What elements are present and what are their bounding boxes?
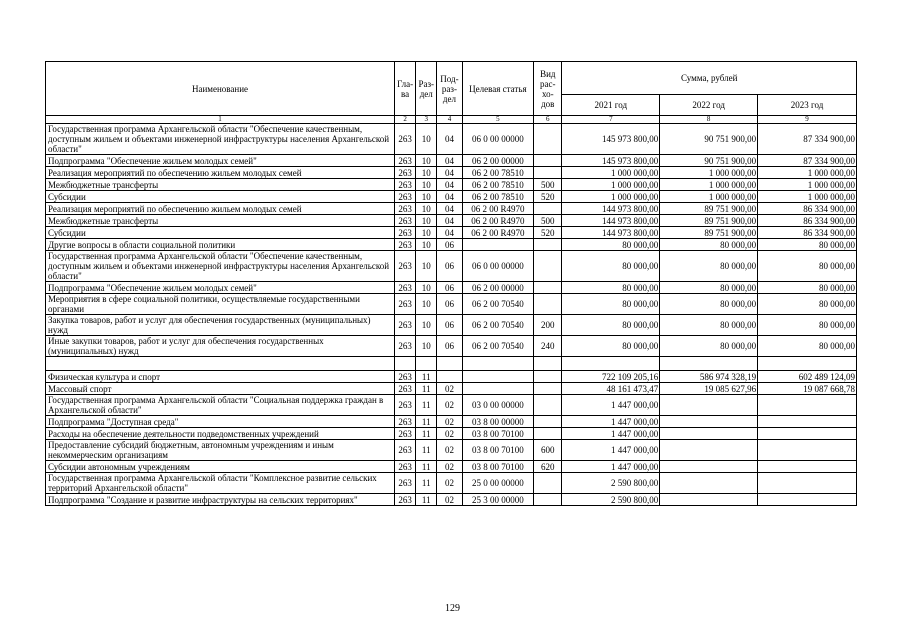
cell-sum-2023: 602 489 124,09 xyxy=(758,371,857,383)
cell-sum-2021: 1 447 000,00 xyxy=(562,395,660,416)
cell-glava: 263 xyxy=(395,473,416,494)
cell-sum-2023: 87 334 900,00 xyxy=(758,155,857,167)
cell-sum-2022 xyxy=(660,416,758,428)
colnum: 5 xyxy=(462,116,534,124)
cell-razdel: 11 xyxy=(416,428,437,440)
cell-sum-2022 xyxy=(660,494,758,506)
table-row xyxy=(46,155,857,167)
cell-sum-2022: 89 751 900,00 xyxy=(660,227,758,239)
table-row xyxy=(46,336,857,357)
cell-sum-2021: 1 447 000,00 xyxy=(562,416,660,428)
cell-podrazdel xyxy=(437,371,462,383)
cell-vid: 240 xyxy=(534,336,562,357)
cell-podrazdel: 06 xyxy=(437,251,462,282)
cell-podrazdel: 04 xyxy=(437,203,462,215)
cell-razdel: 10 xyxy=(416,124,437,155)
cell-sum-2021: 144 973 800,00 xyxy=(562,227,660,239)
cell-name: Субсидии автономным учреждениям xyxy=(46,461,395,473)
colnum: 2 xyxy=(395,116,416,124)
table-body xyxy=(46,124,857,506)
cell-sum-2021: 80 000,00 xyxy=(562,239,660,251)
header-sum: Сумма, рублей xyxy=(562,62,857,95)
table-row xyxy=(46,416,857,428)
cell-name: Подпрограмма "Обеспечение жильем молодых семей" xyxy=(46,282,395,294)
cell-podrazdel: 06 xyxy=(437,336,462,357)
cell-sum-2023 xyxy=(758,395,857,416)
cell-sum-2022: 1 000 000,00 xyxy=(660,191,758,203)
header-razdel: Раз-дел xyxy=(416,62,437,116)
cell-sum-2022: 90 751 900,00 xyxy=(660,155,758,167)
cell-target: 03 0 00 00000 xyxy=(462,395,534,416)
cell-podrazdel: 02 xyxy=(437,416,462,428)
cell-sum-2021: 1 447 000,00 xyxy=(562,461,660,473)
cell-sum-2021 xyxy=(562,357,660,371)
cell-razdel: 10 xyxy=(416,191,437,203)
cell-name: Государственная программа Архангельской области "Социальная поддержка граждан в Архангельской области" xyxy=(46,395,395,416)
colnum: 4 xyxy=(437,116,462,124)
cell-target: 06 2 00 R4970 xyxy=(462,215,534,227)
cell-sum-2021: 2 590 800,00 xyxy=(562,494,660,506)
cell-vid xyxy=(534,395,562,416)
cell-razdel: 10 xyxy=(416,227,437,239)
cell-glava xyxy=(395,357,416,371)
cell-glava: 263 xyxy=(395,315,416,336)
table-row xyxy=(46,124,857,155)
cell-sum-2023 xyxy=(758,494,857,506)
cell-target: 06 2 00 00000 xyxy=(462,155,534,167)
cell-razdel: 10 xyxy=(416,251,437,282)
table-row xyxy=(46,251,857,282)
cell-target: 06 0 00 00000 xyxy=(462,251,534,282)
cell-sum-2022: 80 000,00 xyxy=(660,315,758,336)
cell-glava: 263 xyxy=(395,371,416,383)
cell-sum-2022: 80 000,00 xyxy=(660,251,758,282)
cell-target: 06 2 00 R4970 xyxy=(462,203,534,215)
cell-sum-2023: 1 000 000,00 xyxy=(758,191,857,203)
table-row xyxy=(46,440,857,461)
cell-sum-2022: 1 000 000,00 xyxy=(660,167,758,179)
cell-name: Подпрограмма "Доступная среда" xyxy=(46,416,395,428)
cell-glava: 263 xyxy=(395,282,416,294)
cell-name: Государственная программа Архангельской области "Обеспечение качественным, доступным жильем и объектами инженерной инфраструктуры населения Архангельской области" xyxy=(46,124,395,155)
header-vid: Вид рас-хо-дов xyxy=(534,62,562,116)
cell-name: Реализация мероприятий по обеспечению жильем молодых семей xyxy=(46,203,395,215)
cell-sum-2022: 89 751 900,00 xyxy=(660,203,758,215)
cell-sum-2023: 86 334 900,00 xyxy=(758,203,857,215)
cell-razdel: 10 xyxy=(416,179,437,191)
colnum: 8 xyxy=(660,116,758,124)
header-year-2023: 2023 год xyxy=(758,95,857,116)
cell-target: 06 2 00 70540 xyxy=(462,294,534,315)
cell-target: 03 8 00 70100 xyxy=(462,440,534,461)
table-row xyxy=(46,191,857,203)
cell-sum-2023 xyxy=(758,357,857,371)
cell-sum-2022: 586 974 328,19 xyxy=(660,371,758,383)
cell-podrazdel: 02 xyxy=(437,383,462,395)
cell-glava: 263 xyxy=(395,428,416,440)
cell-razdel: 11 xyxy=(416,473,437,494)
cell-target xyxy=(462,371,534,383)
cell-vid xyxy=(534,203,562,215)
cell-sum-2023 xyxy=(758,461,857,473)
cell-sum-2023 xyxy=(758,473,857,494)
cell-vid xyxy=(534,357,562,371)
table-row xyxy=(46,357,857,371)
cell-target: 06 2 00 78510 xyxy=(462,191,534,203)
cell-glava: 263 xyxy=(395,336,416,357)
cell-name: Субсидии xyxy=(46,191,395,203)
cell-glava: 263 xyxy=(395,461,416,473)
column-number-row xyxy=(46,116,857,124)
cell-target xyxy=(462,239,534,251)
table-row xyxy=(46,395,857,416)
cell-vid xyxy=(534,383,562,395)
table-row xyxy=(46,461,857,473)
cell-razdel: 11 xyxy=(416,416,437,428)
cell-target xyxy=(462,383,534,395)
cell-sum-2022 xyxy=(660,473,758,494)
cell-sum-2021: 145 973 800,00 xyxy=(562,124,660,155)
cell-target: 25 0 00 00000 xyxy=(462,473,534,494)
cell-name: Другие вопросы в области социальной политики xyxy=(46,239,395,251)
cell-target: 03 8 00 70100 xyxy=(462,428,534,440)
cell-sum-2023: 80 000,00 xyxy=(758,239,857,251)
header-name: Наименование xyxy=(46,62,395,116)
cell-podrazdel: 04 xyxy=(437,155,462,167)
colnum: 9 xyxy=(758,116,857,124)
cell-sum-2021: 1 000 000,00 xyxy=(562,167,660,179)
cell-razdel: 10 xyxy=(416,203,437,215)
cell-sum-2023 xyxy=(758,428,857,440)
cell-sum-2021: 144 973 800,00 xyxy=(562,203,660,215)
cell-glava: 263 xyxy=(395,395,416,416)
cell-name: Физическая культура и спорт xyxy=(46,371,395,383)
cell-vid xyxy=(534,371,562,383)
cell-sum-2023: 80 000,00 xyxy=(758,315,857,336)
cell-name: Субсидии xyxy=(46,227,395,239)
cell-sum-2021: 1 000 000,00 xyxy=(562,191,660,203)
cell-sum-2022: 19 085 627,96 xyxy=(660,383,758,395)
cell-sum-2023: 80 000,00 xyxy=(758,294,857,315)
cell-vid: 620 xyxy=(534,461,562,473)
table-row xyxy=(46,473,857,494)
cell-glava: 263 xyxy=(395,191,416,203)
cell-razdel xyxy=(416,357,437,371)
header-year-2022: 2022 год xyxy=(660,95,758,116)
table-row xyxy=(46,203,857,215)
cell-podrazdel: 06 xyxy=(437,282,462,294)
cell-sum-2023 xyxy=(758,416,857,428)
cell-name: Государственная программа Архангельской области "Комплексное развитие сельских территорий Архангельской области" xyxy=(46,473,395,494)
cell-podrazdel: 06 xyxy=(437,294,462,315)
header-target: Целевая статья xyxy=(462,62,534,116)
cell-vid: 500 xyxy=(534,215,562,227)
cell-podrazdel: 02 xyxy=(437,395,462,416)
cell-vid xyxy=(534,494,562,506)
colnum: 3 xyxy=(416,116,437,124)
cell-razdel: 10 xyxy=(416,336,437,357)
cell-target: 06 2 00 70540 xyxy=(462,336,534,357)
cell-target: 06 2 00 00000 xyxy=(462,282,534,294)
cell-target: 06 0 00 00000 xyxy=(462,124,534,155)
cell-glava: 263 xyxy=(395,251,416,282)
table-row xyxy=(46,428,857,440)
cell-sum-2023 xyxy=(758,440,857,461)
cell-vid xyxy=(534,251,562,282)
page-number: 129 xyxy=(445,603,460,614)
cell-podrazdel xyxy=(437,357,462,371)
cell-vid xyxy=(534,167,562,179)
cell-razdel: 10 xyxy=(416,294,437,315)
cell-sum-2023: 80 000,00 xyxy=(758,336,857,357)
cell-sum-2021: 48 161 473,47 xyxy=(562,383,660,395)
cell-sum-2021: 1 447 000,00 xyxy=(562,440,660,461)
cell-sum-2021: 144 973 800,00 xyxy=(562,215,660,227)
header-podrazdel: Под-раз-дел xyxy=(437,62,462,116)
header-glava: Гла-ва xyxy=(395,62,416,116)
cell-sum-2022: 90 751 900,00 xyxy=(660,124,758,155)
cell-sum-2021: 2 590 800,00 xyxy=(562,473,660,494)
cell-sum-2022: 80 000,00 xyxy=(660,294,758,315)
cell-glava: 263 xyxy=(395,416,416,428)
table-row xyxy=(46,294,857,315)
cell-glava: 263 xyxy=(395,179,416,191)
cell-sum-2023: 1 000 000,00 xyxy=(758,179,857,191)
cell-razdel: 11 xyxy=(416,371,437,383)
cell-glava: 263 xyxy=(395,494,416,506)
cell-podrazdel: 02 xyxy=(437,428,462,440)
cell-target: 06 2 00 78510 xyxy=(462,179,534,191)
cell-razdel: 10 xyxy=(416,315,437,336)
cell-razdel: 11 xyxy=(416,395,437,416)
cell-vid: 200 xyxy=(534,315,562,336)
cell-sum-2023: 80 000,00 xyxy=(758,282,857,294)
table-row xyxy=(46,239,857,251)
cell-vid xyxy=(534,155,562,167)
cell-name: Межбюджетные трансферты xyxy=(46,215,395,227)
cell-vid: 600 xyxy=(534,440,562,461)
cell-podrazdel: 06 xyxy=(437,239,462,251)
cell-sum-2021: 80 000,00 xyxy=(562,294,660,315)
cell-razdel: 11 xyxy=(416,461,437,473)
table-row xyxy=(46,227,857,239)
cell-vid xyxy=(534,416,562,428)
cell-target xyxy=(462,357,534,371)
cell-name: Массовый спорт xyxy=(46,383,395,395)
cell-sum-2021: 80 000,00 xyxy=(562,251,660,282)
cell-vid xyxy=(534,294,562,315)
cell-sum-2023: 1 000 000,00 xyxy=(758,167,857,179)
cell-target: 25 3 00 00000 xyxy=(462,494,534,506)
cell-glava: 263 xyxy=(395,203,416,215)
cell-vid: 500 xyxy=(534,179,562,191)
cell-razdel: 10 xyxy=(416,239,437,251)
cell-sum-2023: 86 334 900,00 xyxy=(758,227,857,239)
cell-podrazdel: 04 xyxy=(437,227,462,239)
colnum: 6 xyxy=(534,116,562,124)
cell-sum-2021: 1 000 000,00 xyxy=(562,179,660,191)
colnum: 1 xyxy=(46,116,395,124)
table-row xyxy=(46,315,857,336)
cell-sum-2023: 19 087 668,78 xyxy=(758,383,857,395)
cell-sum-2022 xyxy=(660,461,758,473)
cell-name: Мероприятия в сфере социальной политики, осуществляемые государственными органами xyxy=(46,294,395,315)
cell-sum-2022 xyxy=(660,428,758,440)
cell-vid xyxy=(534,124,562,155)
cell-sum-2022: 80 000,00 xyxy=(660,336,758,357)
cell-podrazdel: 02 xyxy=(437,473,462,494)
cell-razdel: 10 xyxy=(416,215,437,227)
colnum: 7 xyxy=(562,116,660,124)
cell-sum-2021: 80 000,00 xyxy=(562,336,660,357)
table-row xyxy=(46,282,857,294)
cell-glava: 263 xyxy=(395,227,416,239)
table-row xyxy=(46,167,857,179)
cell-razdel: 10 xyxy=(416,167,437,179)
cell-vid xyxy=(534,428,562,440)
table-row xyxy=(46,179,857,191)
cell-sum-2021: 722 109 205,16 xyxy=(562,371,660,383)
cell-name: Реализация мероприятий по обеспечению жильем молодых семей xyxy=(46,167,395,179)
cell-podrazdel: 04 xyxy=(437,191,462,203)
budget-table xyxy=(45,61,857,506)
cell-vid xyxy=(534,239,562,251)
cell-sum-2023: 86 334 900,00 xyxy=(758,215,857,227)
cell-razdel: 11 xyxy=(416,440,437,461)
cell-sum-2021: 145 973 800,00 xyxy=(562,155,660,167)
cell-podrazdel: 02 xyxy=(437,440,462,461)
cell-razdel: 11 xyxy=(416,383,437,395)
cell-podrazdel: 04 xyxy=(437,179,462,191)
cell-sum-2022 xyxy=(660,395,758,416)
cell-sum-2022: 80 000,00 xyxy=(660,282,758,294)
cell-name xyxy=(46,357,395,371)
cell-sum-2023: 87 334 900,00 xyxy=(758,124,857,155)
cell-vid xyxy=(534,282,562,294)
cell-podrazdel: 02 xyxy=(437,494,462,506)
cell-glava: 263 xyxy=(395,239,416,251)
table-row xyxy=(46,371,857,383)
cell-glava: 263 xyxy=(395,294,416,315)
table-row xyxy=(46,215,857,227)
cell-podrazdel: 04 xyxy=(437,124,462,155)
cell-target: 03 8 00 00000 xyxy=(462,416,534,428)
cell-vid xyxy=(534,473,562,494)
header-year-2021: 2021 год xyxy=(562,95,660,116)
cell-sum-2022: 89 751 900,00 xyxy=(660,215,758,227)
cell-sum-2022 xyxy=(660,440,758,461)
cell-razdel: 10 xyxy=(416,282,437,294)
cell-glava: 263 xyxy=(395,215,416,227)
cell-target: 03 8 00 70100 xyxy=(462,461,534,473)
cell-name: Расходы на обеспечение деятельности подведомственных учреждений xyxy=(46,428,395,440)
cell-glava: 263 xyxy=(395,155,416,167)
cell-glava: 263 xyxy=(395,383,416,395)
table-header xyxy=(46,62,857,124)
cell-name: Межбюджетные трансферты xyxy=(46,179,395,191)
cell-vid: 520 xyxy=(534,191,562,203)
cell-name: Государственная программа Архангельской области "Обеспечение качественным, доступным жильем и объектами инженерной инфраструктуры населения Архангельской области" xyxy=(46,251,395,282)
cell-target: 06 2 00 78510 xyxy=(462,167,534,179)
cell-sum-2021: 1 447 000,00 xyxy=(562,428,660,440)
cell-podrazdel: 02 xyxy=(437,461,462,473)
cell-podrazdel: 04 xyxy=(437,167,462,179)
cell-target: 06 2 00 70540 xyxy=(462,315,534,336)
cell-glava: 263 xyxy=(395,440,416,461)
cell-name: Подпрограмма "Создание и развитие инфраструктуры на сельских территориях" xyxy=(46,494,395,506)
cell-name: Подпрограмма "Обеспечение жильем молодых семей" xyxy=(46,155,395,167)
cell-name: Предоставление субсидий бюджетным, автономным учреждениям и иным некоммерческим организациям xyxy=(46,440,395,461)
cell-sum-2022: 80 000,00 xyxy=(660,239,758,251)
cell-name: Иные закупки товаров, работ и услуг для обеспечения государственных (муниципальных) нужд xyxy=(46,336,395,357)
cell-sum-2022 xyxy=(660,357,758,371)
cell-sum-2023: 80 000,00 xyxy=(758,251,857,282)
table-row xyxy=(46,383,857,395)
cell-podrazdel: 04 xyxy=(437,215,462,227)
cell-razdel: 10 xyxy=(416,155,437,167)
cell-target: 06 2 00 R4970 xyxy=(462,227,534,239)
cell-sum-2021: 80 000,00 xyxy=(562,282,660,294)
cell-name: Закупка товаров, работ и услуг для обеспечения государственных (муниципальных) нужд xyxy=(46,315,395,336)
cell-sum-2022: 1 000 000,00 xyxy=(660,179,758,191)
cell-sum-2021: 80 000,00 xyxy=(562,315,660,336)
cell-glava: 263 xyxy=(395,167,416,179)
cell-podrazdel: 06 xyxy=(437,315,462,336)
cell-razdel: 11 xyxy=(416,494,437,506)
table-row xyxy=(46,494,857,506)
cell-vid: 520 xyxy=(534,227,562,239)
cell-glava: 263 xyxy=(395,124,416,155)
